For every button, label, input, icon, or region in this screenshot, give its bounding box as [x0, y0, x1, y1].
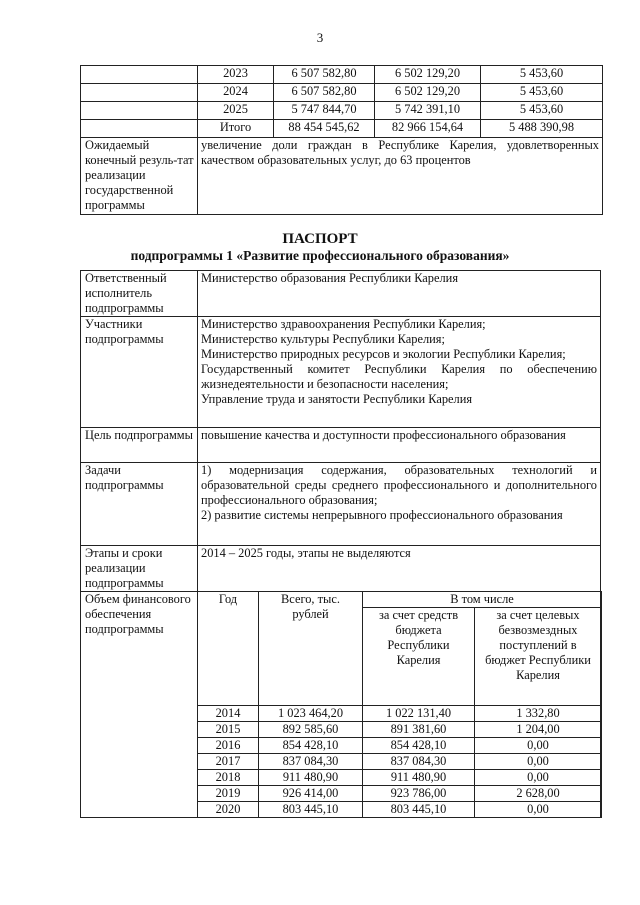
finance-cell: [198, 592, 601, 818]
finance-header-including: В том числе: [363, 592, 602, 608]
table-cell-other: 2 628,00: [475, 786, 602, 802]
table-cell-budget: 923 786,00: [363, 786, 475, 802]
table-cell-budget: 6 502 129,20: [375, 84, 481, 102]
table-cell-year: 2023: [198, 66, 274, 84]
table-cell-budget: 911 480,90: [363, 770, 475, 786]
task-item: 2) развитие системы непрерывного профессионального образования: [201, 508, 563, 522]
table-cell-budget: 1 022 131,40: [363, 706, 475, 722]
table-cell-other: 0,00: [475, 802, 602, 818]
table-cell-budget: 837 084,30: [363, 754, 475, 770]
tasks-label: Задачи подпрограммы: [81, 463, 198, 546]
table-cell-total: 926 414,00: [259, 786, 363, 802]
expected-result-text: увеличение доли граждан в Республике Карелия, удовлетворенных качеством образовательных услуг, до 63 процентов: [198, 138, 603, 215]
participants-list: [198, 317, 601, 428]
participant-item: Управление труда и занятости Республики Карелия: [201, 392, 473, 406]
finance-row: [81, 592, 601, 818]
table-cell-other: 0,00: [475, 754, 602, 770]
table-cell-year: 2017: [198, 754, 259, 770]
goal-row: [81, 428, 601, 463]
table-cell-year: 2015: [198, 722, 259, 738]
empty-label-cell: [81, 66, 198, 84]
finance-year-row: [81, 84, 603, 102]
responsible-label: Ответственный исполнитель подпрограммы: [81, 271, 198, 317]
table-cell-year: 2016: [198, 738, 259, 754]
tasks-row: [81, 463, 601, 546]
table-cell-total: 5 747 844,70: [274, 102, 375, 120]
table-cell-total: 837 084,30: [259, 754, 363, 770]
finance-header-budget: за счет средств бюджета Республики Карелия: [363, 608, 475, 706]
table-cell-budget: 891 381,60: [363, 722, 475, 738]
table-cell-total: 1 023 464,20: [259, 706, 363, 722]
stages-row: [81, 546, 601, 592]
table-cell-other: 1 204,00: [475, 722, 602, 738]
table-cell-year: 2024: [198, 84, 274, 102]
passport-subtitle: подпрограммы 1 «Развитие профессионального образования»: [130, 248, 510, 263]
table-cell-total: 6 507 582,80: [274, 66, 375, 84]
table-cell-budget: 6 502 129,20: [375, 66, 481, 84]
table-cell-budget: 854 428,10: [363, 738, 475, 754]
passport-title: ПАСПОРТ: [282, 231, 358, 247]
participant-item: Министерство культуры Республики Карелия;: [201, 332, 445, 346]
expected-result-row: [81, 138, 603, 215]
table-cell-year: 2014: [198, 706, 259, 722]
table-cell-budget: 803 445,10: [363, 802, 475, 818]
table-cell-year: 2025: [198, 102, 274, 120]
table-cell-budget: 82 966 154,64: [375, 120, 481, 138]
finance-year-row: [198, 706, 602, 722]
participants-label: Участники подпрограммы: [81, 317, 198, 428]
table-cell-other: 1 332,80: [475, 706, 602, 722]
goal-label: Цель подпрограммы: [81, 428, 198, 463]
table-cell-total: 854 428,10: [259, 738, 363, 754]
table-cell-total: 6 507 582,80: [274, 84, 375, 102]
finance-year-row: [198, 722, 602, 738]
finance-year-row: [198, 786, 602, 802]
table-cell-year: 2018: [198, 770, 259, 786]
finance-label: Объем финансового обеспечения подпрограммы: [81, 592, 198, 818]
finance-year-row: [198, 770, 602, 786]
stages-label: Этапы и сроки реализации подпрограммы: [81, 546, 198, 592]
empty-label-cell: [81, 102, 198, 120]
finance-header-year: Год: [198, 592, 259, 706]
participants-row: [81, 317, 601, 428]
table-cell-other: 0,00: [475, 770, 602, 786]
table-cell-budget: 5 742 391,10: [375, 102, 481, 120]
stages-value: 2014 – 2025 годы, этапы не выделяются: [198, 546, 601, 592]
table-cell-other: 0,00: [475, 738, 602, 754]
table-cell-other: 5 488 390,98: [481, 120, 603, 138]
page-number: 3: [316, 30, 324, 45]
task-item: 1) модернизация содержания, образовательных технологий и образовательной среды среднего профессионального и дополнительного профессионального образования;: [201, 463, 597, 507]
finance-year-row: [81, 102, 603, 120]
table-cell-other: 5 453,60: [481, 84, 603, 102]
table-cell-year: 2020: [198, 802, 259, 818]
table-cell-total: 911 480,90: [259, 770, 363, 786]
responsible-row: [81, 271, 601, 317]
finance-year-row: [81, 66, 603, 84]
table-cell-other: 5 453,60: [481, 102, 603, 120]
empty-label-cell: [81, 120, 198, 138]
table-cell-year: 2019: [198, 786, 259, 802]
table-cell-year: Итого: [198, 120, 274, 138]
empty-label-cell: [81, 84, 198, 102]
participant-item: Министерство природных ресурсов и экологии Республики Карелия;: [201, 347, 566, 361]
finance-year-row: [198, 754, 602, 770]
finance-header-other: за счет целевых безвозмездных поступлений в бюджет Республики Карелия: [475, 608, 602, 706]
finance-year-row: [198, 802, 602, 818]
goal-value: повышение качества и доступности профессионального образования: [198, 428, 601, 463]
table-cell-total: 892 585,60: [259, 722, 363, 738]
table-cell-total: 88 454 545,62: [274, 120, 375, 138]
tasks-list: [198, 463, 601, 546]
finance-table: [197, 591, 602, 818]
responsible-value: Министерство образования Республики Карелия: [198, 271, 601, 317]
program-finance-continuation-table: [80, 65, 603, 215]
expected-result-label: Ожидаемый конечный резуль-тат реализации государственной программы: [81, 138, 198, 215]
table-cell-total: 803 445,10: [259, 802, 363, 818]
finance-header-total: Всего, тыс. рублей: [259, 592, 363, 706]
table-cell-other: 5 453,60: [481, 66, 603, 84]
finance-header-row: [198, 592, 602, 608]
finance-year-row: [198, 738, 602, 754]
finance-year-row: [81, 120, 603, 138]
subprogram-passport-table: [80, 270, 601, 818]
participant-item: Государственный комитет Республики Карелия по обеспечению жизнедеятельности и безопасности населения;: [201, 362, 597, 391]
participant-item: Министерство здравоохранения Республики Карелия;: [201, 317, 486, 331]
